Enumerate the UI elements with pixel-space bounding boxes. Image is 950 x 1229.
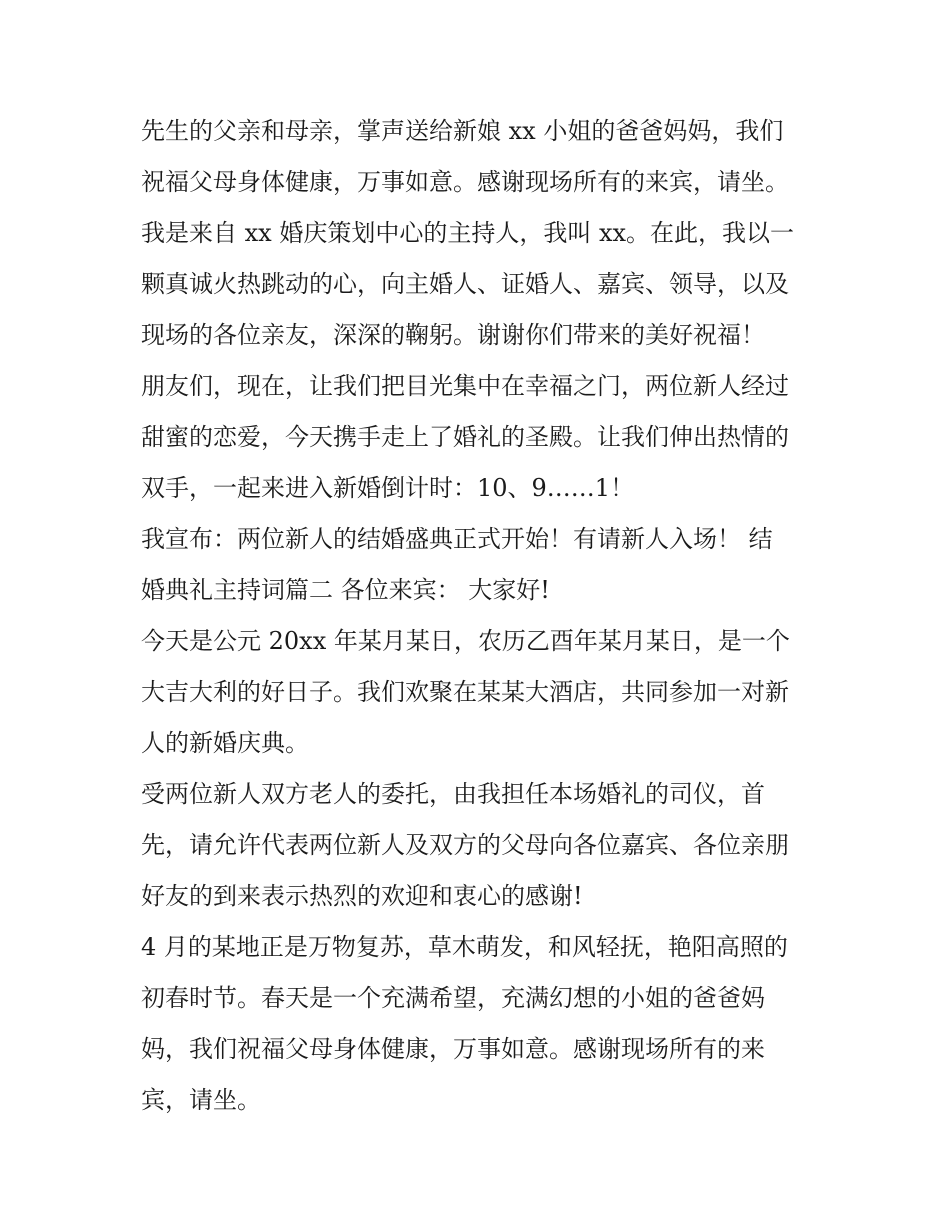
text-line: 现场的各位亲友，深深的鞠躬。谢谢你们带来的美好祝福！ xyxy=(141,321,765,349)
text-line: 4 月的某地正是万物复苏，草木萌发，和风轻抚，艳阳高照的 xyxy=(141,933,788,961)
text-line: 受两位新人双方老人的委托，由我担任本场婚礼的司仪，首 xyxy=(141,780,765,808)
text-line: 先，请允许代表两位新人及双方的父母向各位嘉宾、各位亲朋 xyxy=(141,831,789,859)
text-line: 朋友们，现在，让我们把目光集中在幸福之门，两位新人经过 xyxy=(141,372,789,400)
text-line: 颗真诚火热跳动的心，向主婚人、证婚人、嘉宾、领导，以及 xyxy=(141,270,789,298)
text-line: 婚典礼主持词篇二 各位来宾： 大家好! xyxy=(141,576,550,604)
text-line: 宾，请坐。 xyxy=(141,1086,261,1114)
text-line: 甜蜜的恋爱，今天携手走上了婚礼的圣殿。让我们伸出热情的 xyxy=(141,423,789,451)
text-line: 初春时节。春天是一个充满希望，充满幻想的小姐的爸爸妈 xyxy=(141,984,765,1012)
text-line: 大吉大利的好日子。我们欢聚在某某大酒店，共同参加一对新 xyxy=(141,678,789,706)
text-line: 双手，一起来进入新婚倒计时：10、9……1！ xyxy=(141,474,635,502)
text-line: 我宣布：两位新人的结婚盛典正式开始！有请新人入场！ 结 xyxy=(141,525,773,553)
text-line: 先生的父亲和母亲，掌声送给新娘 xx 小姐的爸爸妈妈，我们 xyxy=(141,117,784,145)
text-line: 人的新婚庆典。 xyxy=(141,729,309,757)
text-line: 今天是公元 20xx 年某月某日，农历乙酉年某月某日，是一个 xyxy=(141,627,790,655)
text-line: 祝福父母身体健康，万事如意。感谢现场所有的来宾，请坐。 xyxy=(141,168,789,196)
document-body xyxy=(141,106,813,1126)
text-line: 我是来自 xx 婚庆策划中心的主持人，我叫 xx。在此，我以一 xyxy=(141,219,795,247)
text-line: 好友的到来表示热烈的欢迎和衷心的感谢! xyxy=(141,882,583,910)
text-line: 妈，我们祝福父母身体健康，万事如意。感谢现场所有的来 xyxy=(141,1035,765,1063)
